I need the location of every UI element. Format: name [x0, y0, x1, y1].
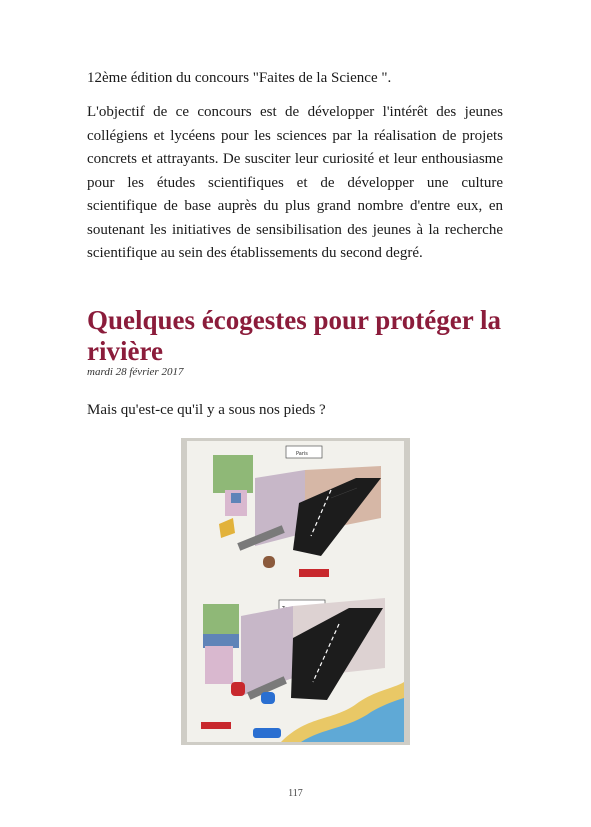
pipe-red-bottom [231, 682, 245, 696]
label-top: Paris [296, 451, 308, 457]
pipe-blue-bottom [261, 692, 275, 704]
pipe-blue-outlet [253, 728, 281, 738]
window-top [231, 493, 241, 503]
poster-illustration [181, 438, 410, 745]
grass-block-top [213, 455, 253, 493]
grass-block-bottom [203, 604, 239, 634]
edition-line: 12ème édition du concours "Faites de la Science ". [87, 70, 392, 86]
objective-paragraph: L'objectif de ce concours est de développer l'intérêt des jeunes collégiens et lycéens pour les sciences par la réalisation de projets concrets et attrayants. De susciter leur curiosité et leur enthousiasme pour les études scientifiques et de développer une culture scientifique de base auprès du plus grand nombre d'entre eux, en soutenant les initiatives de sensibilisation des jeunes à la recherche scientifique au sein des établissements du second degré. [87, 104, 503, 261]
building-pink-bottom [205, 646, 233, 684]
building-blue-bottom [203, 634, 239, 648]
page-number: 117 [288, 788, 303, 799]
tag-red-top [299, 569, 329, 577]
poster-photo [181, 438, 410, 745]
post-date: mardi 28 février 2017 [87, 366, 184, 378]
pipe-end-top [263, 556, 275, 568]
post-intro: Mais qu'est-ce qu'il y a sous nos pieds ? [87, 402, 326, 418]
post-title: Quelques écogestes pour protéger la rivière [87, 305, 501, 366]
tag-red-bottom [201, 722, 231, 729]
